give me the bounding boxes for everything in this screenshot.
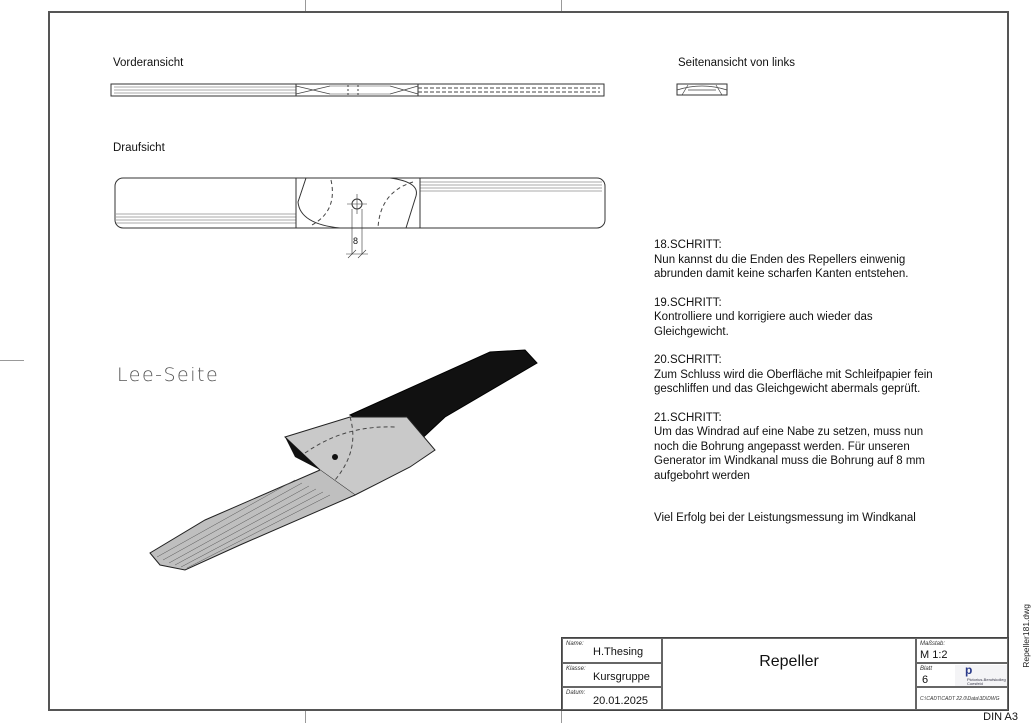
sheet-cell (916, 663, 1008, 687)
iso-view-drawing (145, 345, 565, 575)
date-label: Datum: (566, 690, 586, 696)
title-block (561, 637, 1009, 711)
name-cell (562, 638, 662, 663)
scale-label: Maßstab: (920, 641, 946, 647)
sheet-label: Blatt (920, 666, 933, 672)
side-view-drawing (676, 82, 730, 98)
drawing-title: Repeller (759, 653, 819, 670)
step-body: Nun kannst du die Enden des Repellers einwenig abrunden damit keine scharfen Kanten entstehen. (654, 253, 909, 280)
sheet-value: 6 (922, 674, 929, 686)
step-19 (654, 296, 974, 340)
step-21 (654, 411, 974, 484)
class-cell (562, 663, 662, 687)
class-label: Klasse: (566, 666, 586, 672)
step-title: 20.SCHRITT: (654, 354, 722, 366)
school-logo (955, 665, 1007, 686)
step-title: 18.SCHRITT: (654, 239, 722, 251)
frame-tick-bottom-2 (561, 711, 562, 723)
frame-tick-top-2 (561, 0, 562, 11)
step-body: Kontrolliere und korrigiere auch wieder das Gleichgewicht. (654, 311, 873, 338)
side-view-label: Seitenansicht von links (678, 57, 795, 69)
step-18 (654, 238, 974, 282)
front-view-drawing (110, 82, 606, 100)
logo-icon: p (965, 663, 973, 677)
step-title: 21.SCHRITT: (654, 411, 722, 424)
iso-view-label: Lee-Seite (117, 364, 220, 386)
scale-value: M 1:2 (920, 649, 948, 661)
name-label: Name: (566, 641, 584, 647)
scale-cell (916, 638, 1008, 663)
front-view-label: Vorderansicht (113, 57, 184, 69)
step-title: 19.SCHRITT: (654, 296, 722, 309)
path-cell (916, 687, 1008, 710)
name-value: H.Thesing (593, 646, 644, 658)
date-value: 20.01.2025 (593, 695, 649, 707)
paper-format: DIN A3 (983, 711, 1018, 723)
step-body: Zum Schluss wird die Oberfläche mit Schleifpapier fein geschliffen und das Gleichgewicht abermals geprüft. (654, 368, 933, 395)
logo-text-1: Pictorius-Berufskolleg (967, 677, 1006, 682)
file-path: C:\CADT\CADT 22.0\Data\3D\DWG (920, 696, 1000, 702)
step-body: Um das Windrad auf eine Nabe zu setzen, muss nun noch die Bohrung angepasst werden. Für unseren Generator im Windkanal muss die Bohrung auf 8 mm aufgebohrt werden (654, 426, 926, 482)
top-view-label: Draufsicht (113, 142, 165, 154)
frame-tick-top-1 (305, 0, 306, 11)
frame-tick-bottom-1 (305, 711, 306, 723)
step-20 (654, 353, 974, 397)
closing-text: Viel Erfolg bei der Leistungsmessung im Windkanal (654, 512, 916, 524)
class-value: Kursgruppe (593, 671, 650, 683)
logo-text-2: Coesfeld (967, 681, 983, 686)
top-view-drawing (110, 172, 610, 262)
frame-tick-left (0, 360, 24, 361)
file-name: Repeller181.dwg (1021, 604, 1031, 668)
bore-dimension-label: 8 (353, 236, 359, 246)
instructions-panel (654, 238, 974, 526)
title-cell (662, 638, 916, 710)
date-cell (562, 687, 662, 710)
